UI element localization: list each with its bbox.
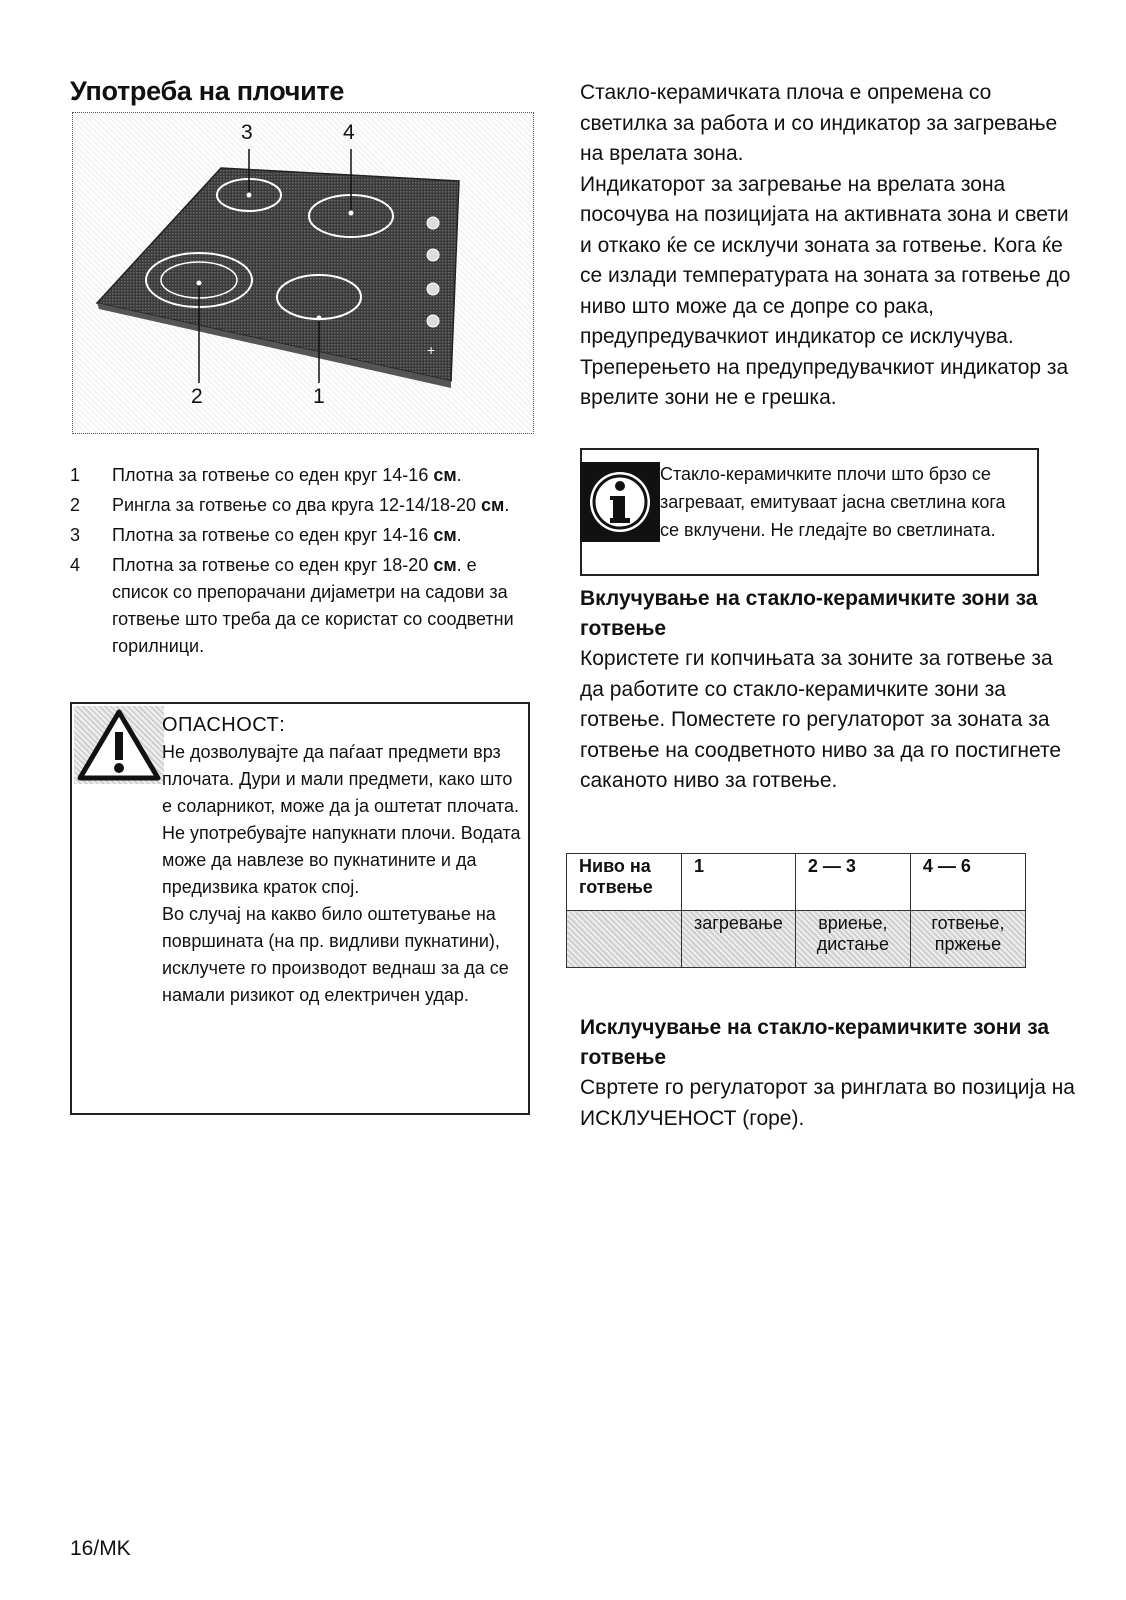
list-item xyxy=(70,462,525,489)
info-note-box xyxy=(580,448,1039,576)
list-number: 1 xyxy=(70,465,81,485)
table-cell: вриење, дистање xyxy=(795,911,910,968)
list-text: Плотна за готвење со еден круг 18-20 см. е список со препорачани дијаметри на садови за готвење што треба да се користат со соодветни горилници. xyxy=(112,555,514,656)
list-item xyxy=(70,522,525,549)
page-number: 16/MK xyxy=(70,1537,131,1560)
list-number: 2 xyxy=(70,495,81,515)
danger-heading: ОПАСНОСТ: xyxy=(162,714,286,736)
danger-paragraph: Не дозволувајте да паѓаат предмети врз плочата. Дури и мали предмети, како што е соларникот, може да ја оштетат плочата. xyxy=(162,742,519,816)
list-item xyxy=(70,492,525,519)
list-text: Плотна за готвење со еден круг 14-16 см. xyxy=(112,465,462,485)
callout-3: 3 xyxy=(241,121,253,144)
callout-4: 4 xyxy=(343,121,355,144)
section-body: Користете ги копчињата за зоните за готвење за да работите со стакло-керамичките зони за готвење. Поместете го регулаторот за зоната за готвење на соодветното ниво за да го постигнете саканото ниво за готвење. xyxy=(580,647,1062,792)
section-heading: Вклучување на стакло-керамичките зони за готвење xyxy=(580,587,1038,640)
intro-paragraph: Стакло-керамичката плоча е опремена со светилка за работа и со индикатор за загревање на врелата зона. xyxy=(580,81,1058,165)
right-column-intro xyxy=(580,78,1075,414)
indicator-paragraph: Индикаторот за загревање на врелата зона посочува на позицијата на активната зона и свети и откако ќе се исклучи зоната за готвење. Кога ќе се излади температурата на зоната за готвење до ниво што може да се допре со рака, предупредувачкиот индикатор се исклучува. Треперењето на предупредувачкиот индикатор за врелите зони не е грешка. xyxy=(580,172,1071,409)
table-cell: 1 xyxy=(682,854,796,911)
section-body: Свртете го регулаторот за ринглата во позиција на ИСКЛУЧЕНОСТ (горе). xyxy=(580,1076,1075,1130)
danger-paragraph: Не употребувајте напукнати плочи. Водата може да навлезе во пукнатините и да предизвика краток спој. xyxy=(162,823,521,897)
table-cell: загревање xyxy=(682,911,796,968)
info-note-text: Стакло-керамичките плочи што брзо се загреваат, емитуваат јасна светлина кога се вклучени. Не гледајте во светлината. xyxy=(660,464,1006,540)
danger-text xyxy=(162,712,522,1009)
zones-list xyxy=(70,462,525,663)
cooktop-figure xyxy=(72,112,534,434)
table-row xyxy=(567,854,1026,911)
warning-triangle-icon xyxy=(74,706,164,784)
table-cell xyxy=(567,911,682,968)
svg-text:+: + xyxy=(427,342,436,358)
cooking-levels-table xyxy=(566,853,1026,968)
callout-2: 2 xyxy=(191,385,203,408)
info-icon xyxy=(580,462,660,542)
callout-1: 1 xyxy=(313,385,325,408)
section-switch-off xyxy=(580,1013,1075,1134)
cooktop-illustration xyxy=(73,113,533,433)
list-number: 4 xyxy=(70,555,81,575)
list-item xyxy=(70,552,525,660)
table-cell: готвење, пржење xyxy=(910,911,1025,968)
list-text: Рингла за готвење со два круга 12-14/18-20 см. xyxy=(112,495,510,515)
section-heading: Исклучување на стакло-керамичките зони за готвење xyxy=(580,1016,1050,1069)
list-text: Плотна за готвење со еден круг 14-16 см. xyxy=(112,525,462,545)
table-row-header: Ниво на готвење xyxy=(567,854,682,911)
danger-box xyxy=(70,702,530,1115)
table-cell: 2 — 3 xyxy=(795,854,910,911)
table-cell: 4 — 6 xyxy=(910,854,1025,911)
page-title: Употреба на плочите xyxy=(70,76,345,106)
section-switch-on xyxy=(580,584,1075,797)
danger-paragraph: Во случај на какво било оштетување на површината (на пр. видливи пукнатини), исклучете го производот веднаш за да се намали ризикот од електричен удар. xyxy=(162,904,509,1005)
table-row xyxy=(567,911,1026,968)
list-number: 3 xyxy=(70,525,81,545)
